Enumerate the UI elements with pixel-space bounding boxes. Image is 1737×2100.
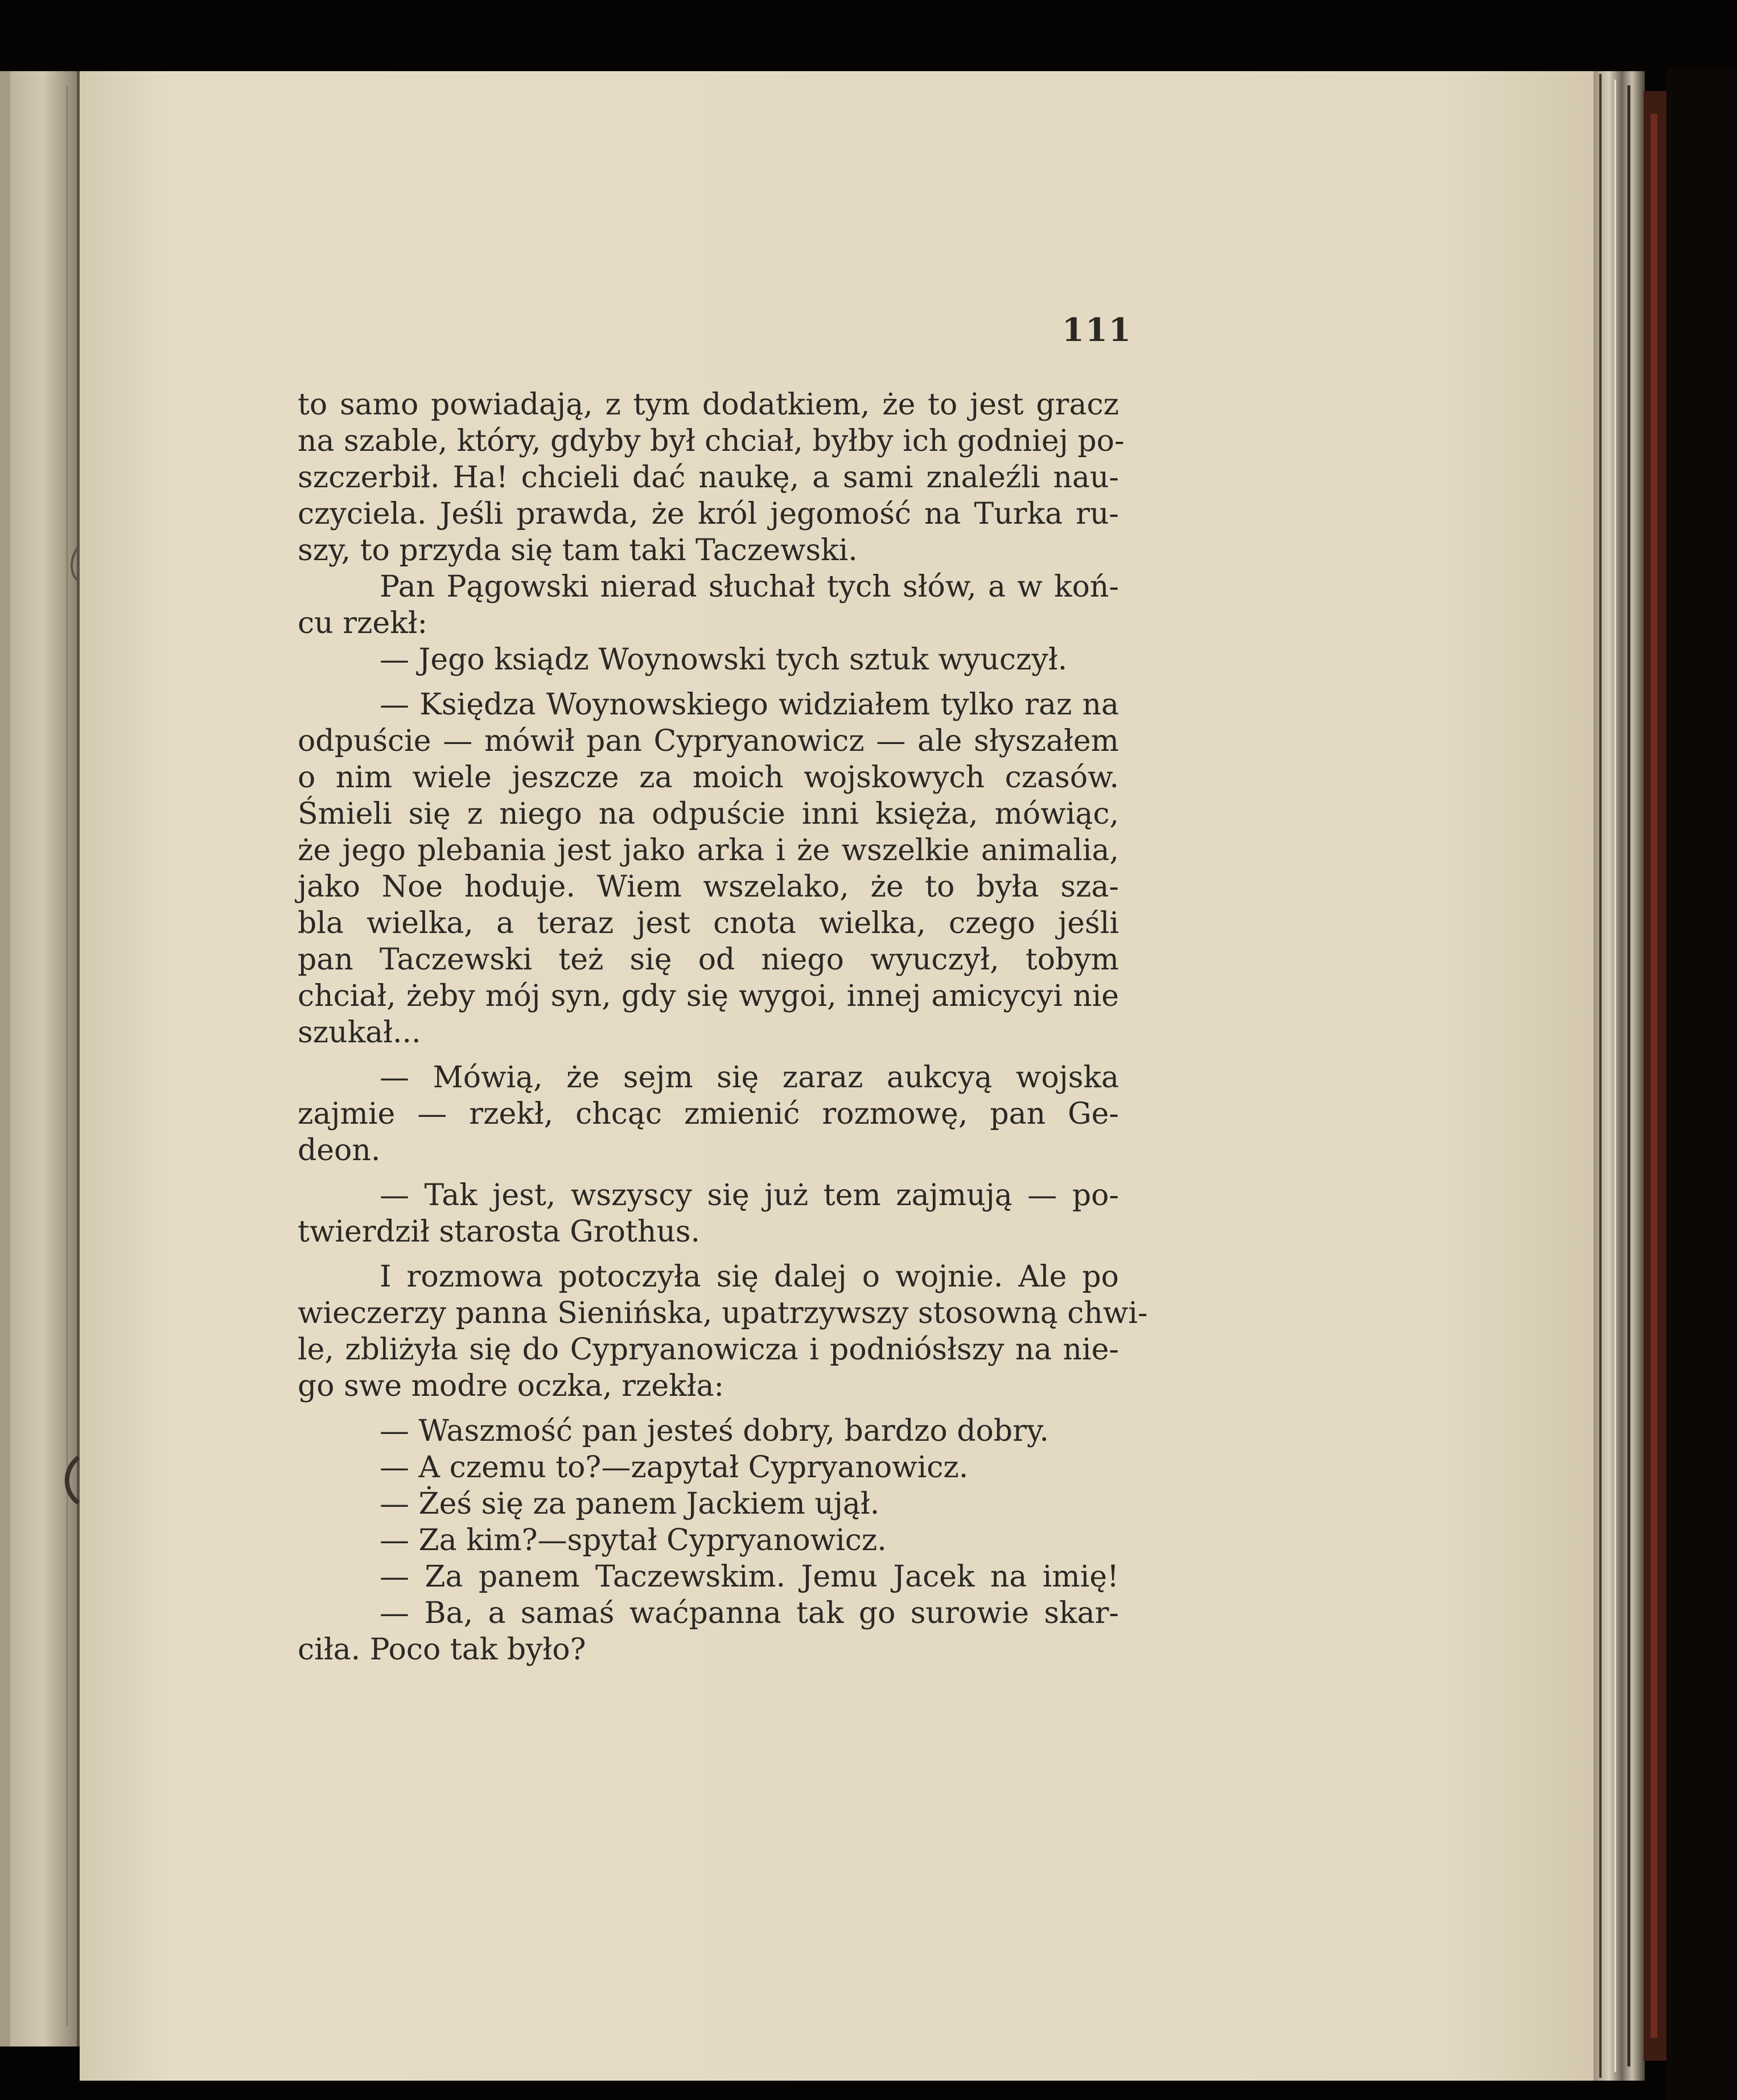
text-line: odpuście — mówił pan Cypryanowicz — ale słyszałem [298,724,1119,758]
text-line: — Za panem Taczewskim. Jemu Jacek na imię! [380,1560,1119,1594]
text-line: Pan Pągowski nierad słuchał tych słów, a w koń- [380,570,1119,604]
text-line: — Żeś się za panem Jackiem ujął. [380,1487,880,1521]
text-line: twierdził starosta Grothus. [298,1215,701,1249]
text-line: — Waszmość pan jesteś dobry, bardzo dobry. [380,1414,1049,1448]
text-line: cu rzekł: [298,606,428,640]
text-line: czyciela. Jeśli prawda, że król jegomość na Turka ru- [298,497,1119,531]
text-line: — Jego ksiądz Woynowski tych sztuk wyuczył. [380,643,1068,677]
page-number: 111 [1062,311,1132,349]
text-line: Śmieli się z niego na odpuście inni księża, mówiąc, [298,797,1119,831]
text-line: deon. [298,1133,381,1168]
text-line: że jego plebania jest jako arka i że wszelkie animalia, [298,833,1119,868]
text-line: — Księdza Woynowskiego widziałem tylko raz na [380,688,1119,722]
text-line: — A czemu to?—zapytał Cypryanowicz. [380,1450,969,1485]
text-line: — Mówią, że sejm się zaraz aukcyą wojska [380,1061,1119,1095]
text-line: — Tak jest, wszyscy się już tem zajmują — po- [380,1178,1119,1213]
text-line: na szable, który, gdyby był chciał, byłby ich godniej po- [298,424,1125,458]
text-line: bla wielka, a teraz jest cnota wielka, czego jeśli [298,906,1119,940]
text-line: zajmie — rzekł, chcąc zmienić rozmowę, pan Ge- [298,1097,1119,1131]
text-line: szczerbił. Ha! chcieli dać naukę, a sami znaleźli nau- [298,461,1119,495]
text-line: pan Taczewski też się od niego wyuczył, tobym [298,943,1119,977]
text-line: I rozmowa potoczyła się dalej o wojnie. Ale po [380,1260,1119,1294]
text-line: le, zbliżyła się do Cypryanowicza i podniósłszy na nie- [298,1333,1119,1367]
text-line: — Za kim?—spytał Cypryanowicz. [380,1523,887,1557]
text-line: — Ba, a samaś waćpanna tak go surowie skar- [380,1596,1119,1630]
text-line: to samo powiadają, z tym dodatkiem, że to jest gracz [298,388,1119,422]
text-line: chciał, żeby mój syn, gdy się wygoi, innej amicycyi nie [298,979,1119,1013]
text-line: go swe modre oczka, rzekła: [298,1369,724,1403]
text-line: szy, to przyda się tam taki Taczewski. [298,533,858,568]
text-line: wieczerzy panna Sienińska, upatrzywszy stosowną chwi- [298,1296,1148,1330]
text-line: jako Noe hoduje. Wiem wszelako, że to była sza- [298,870,1119,904]
text-line: ciła. Poco tak było? [298,1633,586,1667]
text-line: szukał... [298,1016,421,1050]
text-line: o nim wiele jeszcze za moich wojskowych czasów. [298,761,1119,795]
